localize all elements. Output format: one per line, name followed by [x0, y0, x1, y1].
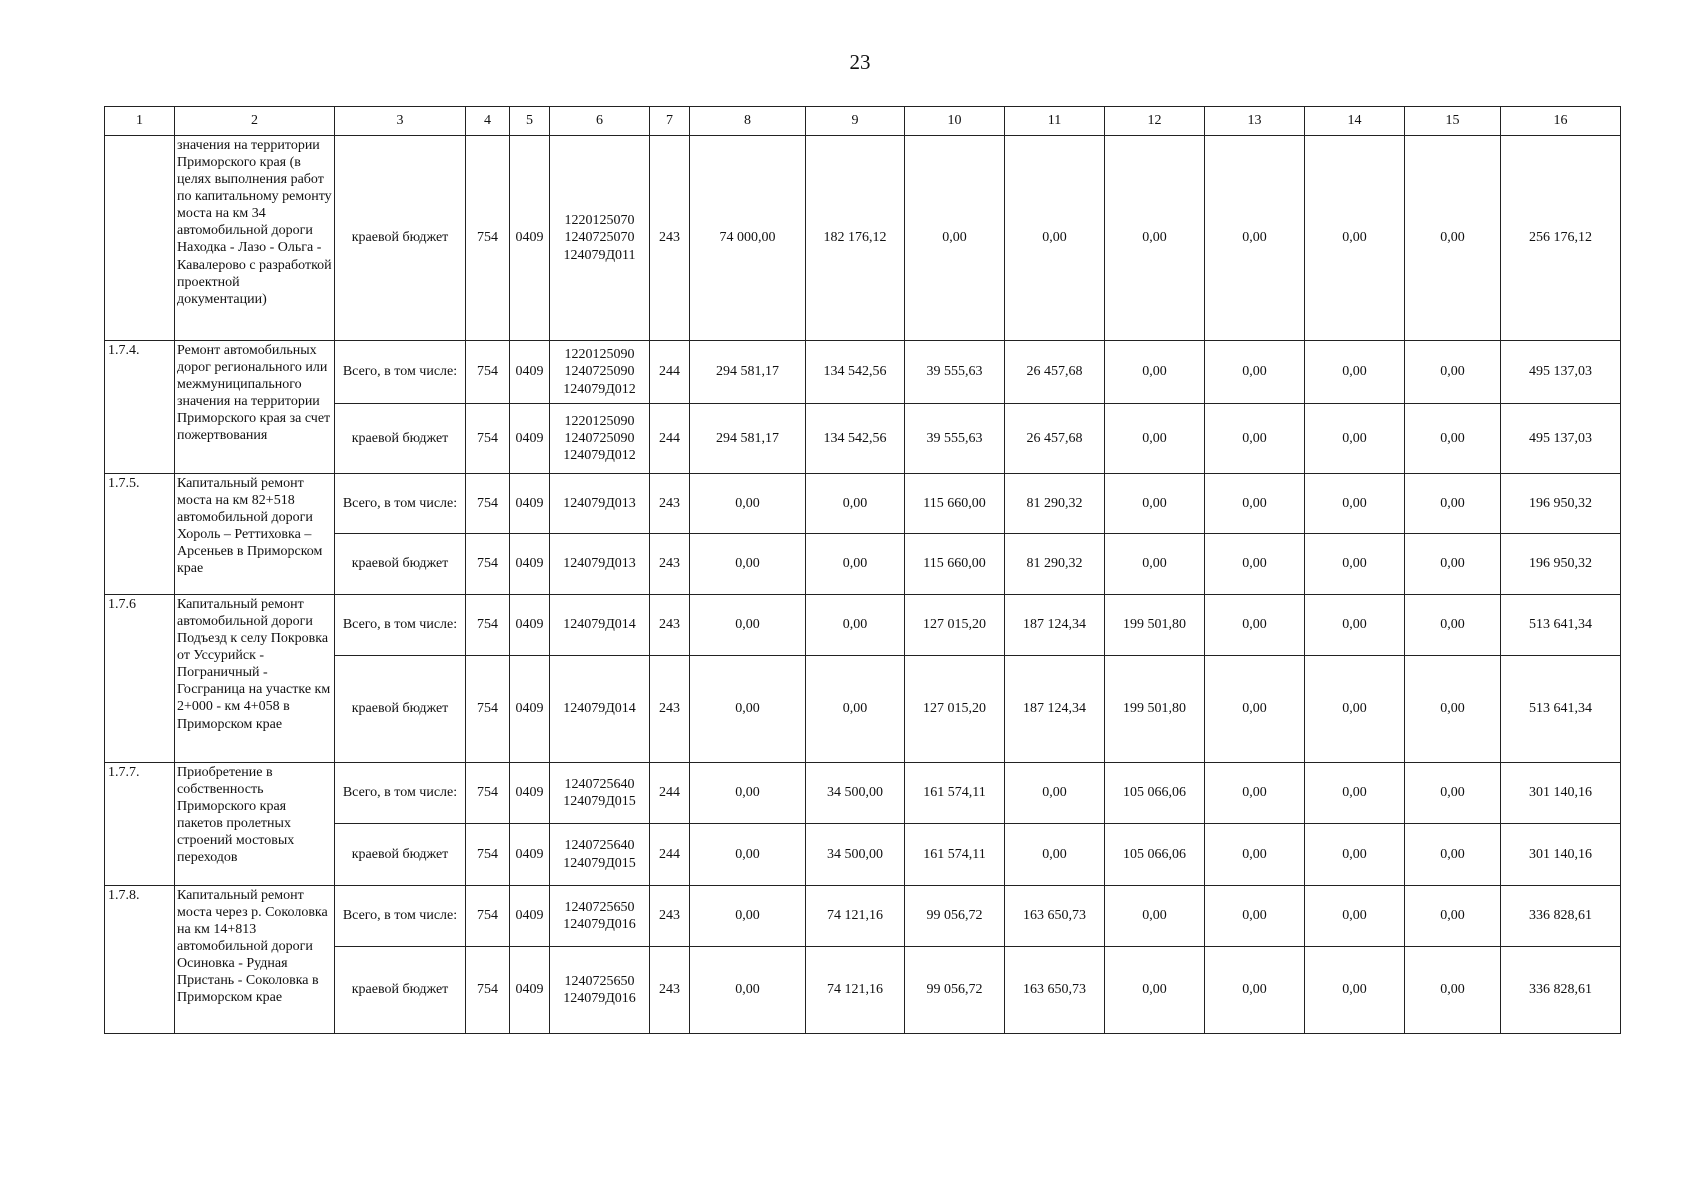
code-col-7: 243 — [650, 886, 690, 947]
amount-col-15: 0,00 — [1405, 595, 1501, 656]
target-article-codes — [550, 404, 650, 474]
funding-source: краевой бюджет — [335, 947, 466, 1034]
amount-col-13: 0,00 — [1205, 136, 1305, 341]
target-article-code: 124079Д012 — [563, 448, 636, 464]
amount-col-15: 0,00 — [1405, 656, 1501, 763]
target-article-codes — [550, 341, 650, 404]
amount-col-13: 0,00 — [1205, 474, 1305, 534]
target-article-code: 124079Д012 — [563, 381, 636, 397]
target-article-codes — [550, 595, 650, 656]
funding-source: Всего, в том числе: — [335, 886, 466, 947]
amount-col-8: 294 581,17 — [690, 341, 806, 404]
amount-col-11: 187 124,34 — [1005, 656, 1105, 763]
target-article-code: 1240725070 — [564, 230, 635, 246]
code-col-7: 244 — [650, 763, 690, 824]
item-name: Капитальный ремонт моста через р. Соколовка на км 14+813 автомобильной дороги Осиновка - Рудная Пристань - Соколовка в Приморском крае — [175, 886, 335, 1034]
funding-source: Всего, в том числе: — [335, 763, 466, 824]
item-number: 1.7.5. — [105, 474, 175, 595]
amount-col-15: 0,00 — [1405, 763, 1501, 824]
amount-col-13: 0,00 — [1205, 824, 1305, 886]
amount-col-9: 34 500,00 — [806, 824, 905, 886]
amount-col-14: 0,00 — [1305, 534, 1405, 595]
amount-col-10: 115 660,00 — [905, 474, 1005, 534]
amount-col-14: 0,00 — [1305, 595, 1405, 656]
funding-source: Всего, в том числе: — [335, 595, 466, 656]
item-name: значения на территории Приморского края (в целях выполнения работ по капитальному ремонту моста на км 34 автомобильной дороги Находка - Лазо - Ольга - Кавалерово с разработкой проектной документации) — [175, 136, 335, 341]
code-col-4: 754 — [466, 474, 510, 534]
target-article-code: 1240725650 — [564, 899, 635, 915]
code-col-7: 243 — [650, 474, 690, 534]
amount-col-8: 0,00 — [690, 824, 806, 886]
target-article-code: 1220125090 — [564, 347, 635, 363]
funding-source: краевой бюджет — [335, 404, 466, 474]
header-cell-15: 15 — [1405, 107, 1501, 136]
code-col-5: 0409 — [510, 656, 550, 763]
amount-col-15: 0,00 — [1405, 474, 1501, 534]
amount-col-8: 0,00 — [690, 763, 806, 824]
code-col-7: 243 — [650, 947, 690, 1034]
header-cell-1: 1 — [105, 107, 175, 136]
target-article-code: 124079Д013 — [563, 556, 636, 572]
amount-col-11: 81 290,32 — [1005, 474, 1105, 534]
amount-col-8: 0,00 — [690, 474, 806, 534]
amount-col-15: 0,00 — [1405, 341, 1501, 404]
amount-col-9: 0,00 — [806, 534, 905, 595]
amount-col-14: 0,00 — [1305, 656, 1405, 763]
amount-col-10: 161 574,11 — [905, 763, 1005, 824]
amount-col-15: 0,00 — [1405, 534, 1501, 595]
code-col-7: 244 — [650, 341, 690, 404]
amount-col-12: 0,00 — [1105, 341, 1205, 404]
header-cell-7: 7 — [650, 107, 690, 136]
header-cell-5: 5 — [510, 107, 550, 136]
table-row — [105, 136, 1621, 341]
amount-col-14: 0,00 — [1305, 824, 1405, 886]
header-cell-8: 8 — [690, 107, 806, 136]
code-col-5: 0409 — [510, 474, 550, 534]
amount-col-11: 163 650,73 — [1005, 886, 1105, 947]
amount-col-11: 187 124,34 — [1005, 595, 1105, 656]
item-number: 1.7.4. — [105, 341, 175, 474]
code-col-7: 243 — [650, 136, 690, 341]
code-col-5: 0409 — [510, 886, 550, 947]
target-article-codes — [550, 947, 650, 1034]
target-article-code: 124079Д016 — [563, 991, 636, 1006]
header-cell-12: 12 — [1105, 107, 1205, 136]
amount-col-14: 0,00 — [1305, 763, 1405, 824]
amount-col-8: 0,00 — [690, 656, 806, 763]
amount-col-8: 0,00 — [690, 886, 806, 947]
code-col-4: 754 — [466, 947, 510, 1034]
amount-col-9: 34 500,00 — [806, 763, 905, 824]
header-cell-13: 13 — [1205, 107, 1305, 136]
amount-col-8: 0,00 — [690, 947, 806, 1034]
amount-col-8: 0,00 — [690, 534, 806, 595]
target-article-codes — [550, 886, 650, 947]
amount-col-11: 0,00 — [1005, 763, 1105, 824]
amount-col-10: 39 555,63 — [905, 341, 1005, 404]
amount-col-14: 0,00 — [1305, 341, 1405, 404]
header-cell-9: 9 — [806, 107, 905, 136]
funding-source: краевой бюджет — [335, 656, 466, 763]
amount-col-14: 0,00 — [1305, 404, 1405, 474]
target-article-code: 1220125070 — [564, 213, 635, 229]
funding-source: краевой бюджет — [335, 136, 466, 341]
amount-col-10: 39 555,63 — [905, 404, 1005, 474]
table-row — [105, 595, 1621, 656]
header-cell-6: 6 — [550, 107, 650, 136]
amount-col-16: 256 176,12 — [1501, 136, 1621, 341]
amount-col-11: 81 290,32 — [1005, 534, 1105, 595]
amount-col-12: 0,00 — [1105, 136, 1205, 341]
amount-col-13: 0,00 — [1205, 404, 1305, 474]
target-article-code: 1240725650 — [564, 973, 635, 989]
target-article-code: 1240725090 — [564, 430, 635, 446]
amount-col-9: 134 542,56 — [806, 404, 905, 474]
amount-col-12: 105 066,06 — [1105, 763, 1205, 824]
target-article-code: 124079Д013 — [563, 495, 636, 511]
table-row — [105, 886, 1621, 947]
code-col-4: 754 — [466, 404, 510, 474]
amount-col-16: 336 828,61 — [1501, 947, 1621, 1034]
amount-col-12: 0,00 — [1105, 404, 1205, 474]
amount-col-11: 163 650,73 — [1005, 947, 1105, 1034]
table-row — [105, 474, 1621, 534]
item-number — [105, 136, 175, 341]
amount-col-11: 0,00 — [1005, 136, 1105, 341]
code-col-7: 243 — [650, 656, 690, 763]
amount-col-15: 0,00 — [1405, 947, 1501, 1034]
item-name: Ремонт автомобильных дорог регионального или межмуниципального значения на территории Приморского края за счет пожертвования — [175, 341, 335, 474]
amount-col-13: 0,00 — [1205, 886, 1305, 947]
header-cell-4: 4 — [466, 107, 510, 136]
target-article-code: 124079Д014 — [563, 617, 636, 633]
item-number: 1.7.8. — [105, 886, 175, 1034]
amount-col-16: 495 137,03 — [1501, 404, 1621, 474]
target-article-codes — [550, 824, 650, 886]
item-number: 1.7.6 — [105, 595, 175, 763]
budget-table — [104, 106, 1621, 1034]
target-article-codes — [550, 136, 650, 341]
table-body — [105, 107, 1621, 1034]
funding-source: Всего, в том числе: — [335, 341, 466, 404]
table-row — [105, 341, 1621, 404]
amount-col-15: 0,00 — [1405, 824, 1501, 886]
header-cell-11: 11 — [1005, 107, 1105, 136]
code-col-5: 0409 — [510, 136, 550, 341]
amount-col-12: 0,00 — [1105, 474, 1205, 534]
amount-col-10: 0,00 — [905, 136, 1005, 341]
amount-col-11: 26 457,68 — [1005, 341, 1105, 404]
amount-col-10: 127 015,20 — [905, 595, 1005, 656]
item-name: Приобретение в собственность Приморского края пакетов пролетных строений мостовых переходов — [175, 763, 335, 886]
amount-col-12: 0,00 — [1105, 947, 1205, 1034]
target-article-code: 1240725640 — [564, 776, 635, 792]
amount-col-8: 294 581,17 — [690, 404, 806, 474]
target-article-codes — [550, 763, 650, 824]
amount-col-14: 0,00 — [1305, 886, 1405, 947]
page-number: 23 — [849, 50, 871, 74]
code-col-5: 0409 — [510, 947, 550, 1034]
amount-col-12: 105 066,06 — [1105, 824, 1205, 886]
code-col-4: 754 — [466, 886, 510, 947]
code-col-5: 0409 — [510, 404, 550, 474]
amount-col-9: 0,00 — [806, 474, 905, 534]
amount-col-16: 196 950,32 — [1501, 534, 1621, 595]
amount-col-14: 0,00 — [1305, 474, 1405, 534]
amount-col-16: 336 828,61 — [1501, 886, 1621, 947]
code-col-4: 754 — [466, 824, 510, 886]
header-row — [105, 107, 1621, 136]
amount-col-16: 301 140,16 — [1501, 824, 1621, 886]
amount-col-10: 99 056,72 — [905, 947, 1005, 1034]
amount-col-12: 199 501,80 — [1105, 656, 1205, 763]
amount-col-13: 0,00 — [1205, 763, 1305, 824]
amount-col-13: 0,00 — [1205, 595, 1305, 656]
header-cell-14: 14 — [1305, 107, 1405, 136]
funding-source: краевой бюджет — [335, 534, 466, 595]
amount-col-16: 196 950,32 — [1501, 474, 1621, 534]
amount-col-9: 182 176,12 — [806, 136, 905, 341]
code-col-7: 244 — [650, 824, 690, 886]
code-col-4: 754 — [466, 595, 510, 656]
header-cell-16: 16 — [1501, 107, 1621, 136]
table-row — [105, 763, 1621, 824]
code-col-5: 0409 — [510, 534, 550, 595]
code-col-5: 0409 — [510, 341, 550, 404]
amount-col-10: 161 574,11 — [905, 824, 1005, 886]
target-article-code: 124079Д011 — [563, 247, 636, 263]
amount-col-15: 0,00 — [1405, 136, 1501, 341]
amount-col-15: 0,00 — [1405, 886, 1501, 947]
amount-col-12: 199 501,80 — [1105, 595, 1205, 656]
item-name: Капитальный ремонт моста на км 82+518 автомобильной дороги Хороль – Реттиховка – Арсеньев в Приморском крае — [175, 474, 335, 595]
amount-col-9: 0,00 — [806, 656, 905, 763]
amount-col-14: 0,00 — [1305, 947, 1405, 1034]
amount-col-14: 0,00 — [1305, 136, 1405, 341]
target-article-code: 124079Д014 — [563, 701, 636, 717]
code-col-5: 0409 — [510, 763, 550, 824]
amount-col-12: 0,00 — [1105, 886, 1205, 947]
amount-col-10: 127 015,20 — [905, 656, 1005, 763]
target-article-codes — [550, 534, 650, 595]
header-cell-3: 3 — [335, 107, 466, 136]
funding-source: краевой бюджет — [335, 824, 466, 886]
target-article-code: 124079Д016 — [563, 917, 636, 932]
code-col-7: 243 — [650, 595, 690, 656]
amount-col-13: 0,00 — [1205, 534, 1305, 595]
amount-col-16: 495 137,03 — [1501, 341, 1621, 404]
amount-col-10: 115 660,00 — [905, 534, 1005, 595]
amount-col-9: 0,00 — [806, 595, 905, 656]
item-number: 1.7.7. — [105, 763, 175, 886]
amount-col-9: 134 542,56 — [806, 341, 905, 404]
amount-col-9: 74 121,16 — [806, 886, 905, 947]
header-cell-10: 10 — [905, 107, 1005, 136]
amount-col-16: 301 140,16 — [1501, 763, 1621, 824]
amount-col-13: 0,00 — [1205, 656, 1305, 763]
amount-col-16: 513 641,34 — [1501, 595, 1621, 656]
target-article-code: 124079Д015 — [563, 855, 636, 871]
amount-col-9: 74 121,16 — [806, 947, 905, 1034]
target-article-codes — [550, 656, 650, 763]
code-col-4: 754 — [466, 763, 510, 824]
code-col-7: 243 — [650, 534, 690, 595]
item-name: Капитальный ремонт автомобильной дороги Подъезд к селу Покровка от Уссурийск - Пограничный - Госграница на участке км 2+000 - км 4+058 в Приморском крае — [175, 595, 335, 763]
target-article-code: 124079Д015 — [563, 794, 636, 809]
code-col-4: 754 — [466, 136, 510, 341]
amount-col-12: 0,00 — [1105, 534, 1205, 595]
target-article-codes — [550, 474, 650, 534]
code-col-5: 0409 — [510, 824, 550, 886]
funding-source: Всего, в том числе: — [335, 474, 466, 534]
code-col-4: 754 — [466, 341, 510, 404]
amount-col-11: 26 457,68 — [1005, 404, 1105, 474]
amount-col-16: 513 641,34 — [1501, 656, 1621, 763]
header-cell-2: 2 — [175, 107, 335, 136]
code-col-4: 754 — [466, 656, 510, 763]
target-article-code: 1220125090 — [564, 413, 635, 429]
code-col-7: 244 — [650, 404, 690, 474]
amount-col-11: 0,00 — [1005, 824, 1105, 886]
amount-col-15: 0,00 — [1405, 404, 1501, 474]
amount-col-13: 0,00 — [1205, 341, 1305, 404]
target-article-code: 1240725090 — [564, 364, 635, 380]
amount-col-8: 0,00 — [690, 595, 806, 656]
code-col-4: 754 — [466, 534, 510, 595]
target-article-code: 1240725640 — [564, 838, 635, 854]
code-col-5: 0409 — [510, 595, 550, 656]
amount-col-8: 74 000,00 — [690, 136, 806, 341]
amount-col-10: 99 056,72 — [905, 886, 1005, 947]
amount-col-13: 0,00 — [1205, 947, 1305, 1034]
